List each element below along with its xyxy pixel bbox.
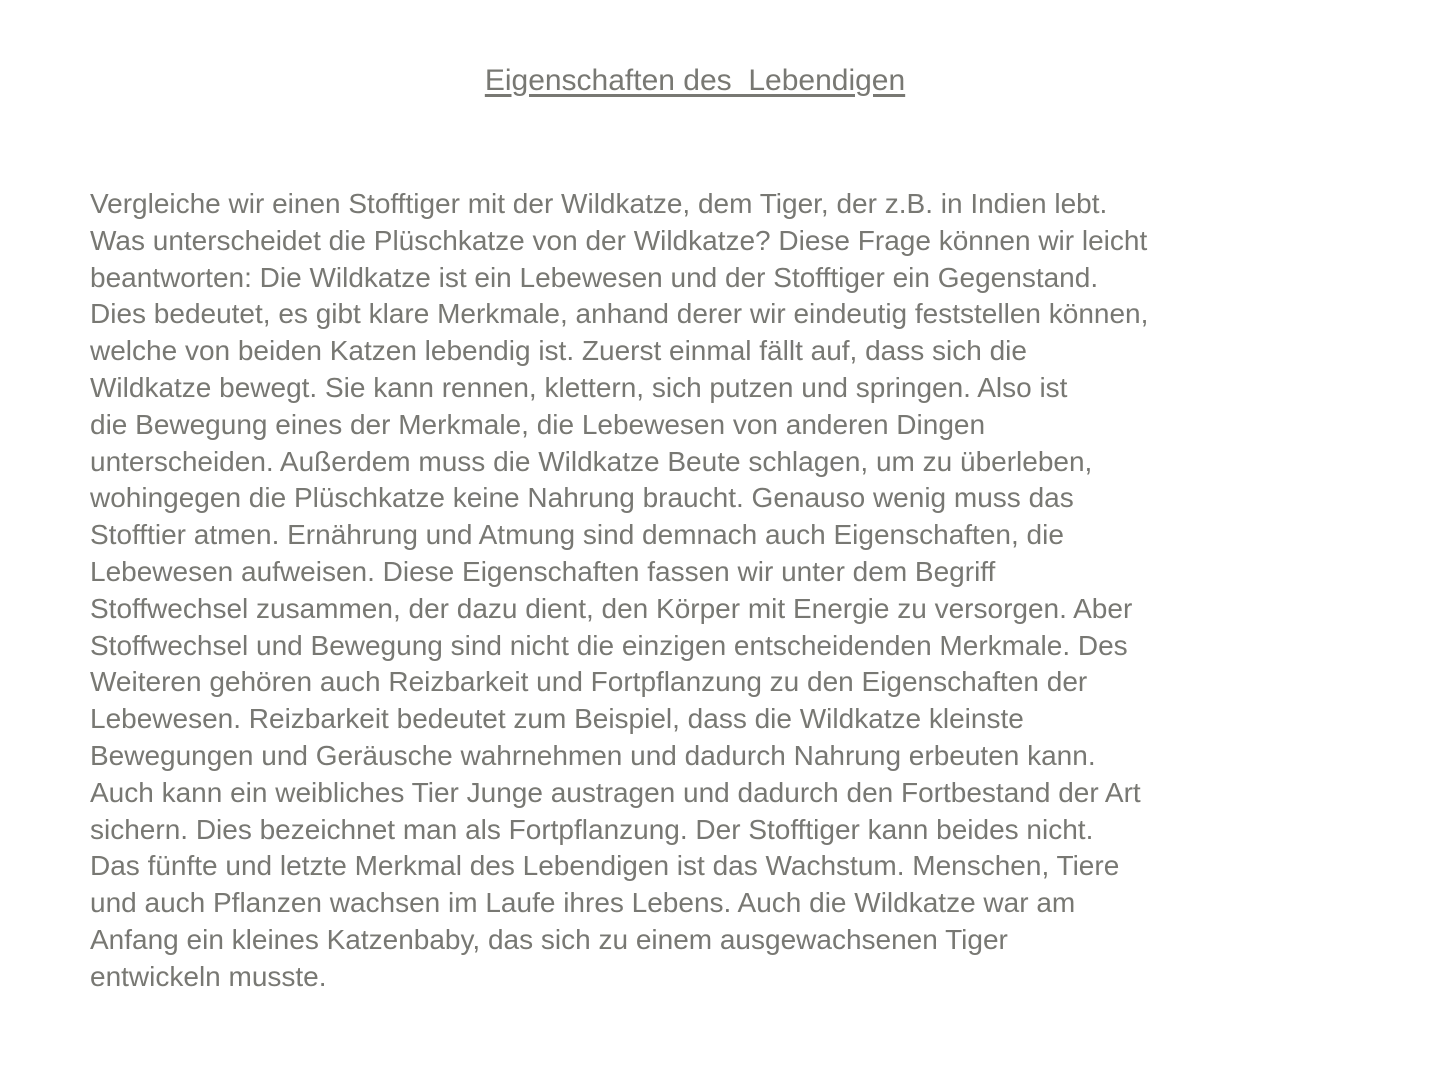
text-line: beantworten: Die Wildkatze ist ein Lebewesen und der Stofftiger ein Gegenstand.: [90, 261, 1099, 293]
text-line: Anfang ein kleines Katzenbaby, das sich zu einem ausgewachsenen Tiger: [90, 923, 1008, 955]
text-line: sichern. Dies bezeichnet man als Fortpflanzung. Der Stofftiger kann beides nicht.: [90, 813, 1094, 845]
text-line: Bewegungen und Geräusche wahrnehmen und dadurch Nahrung erbeuten kann.: [90, 739, 1096, 771]
text-line: Vergleiche wir einen Stofftiger mit der Wildkatze, dem Tiger, der z.B. in Indien lebt.: [90, 188, 1108, 219]
text-line: Weiteren gehören auch Reizbarkeit und Fortpflanzung zu den Eigenschaften der: [90, 666, 1088, 698]
text-line: Lebewesen. Reizbarkeit bedeutet zum Beispiel, dass die Wildkatze kleinste: [90, 703, 1024, 735]
document-body: [90, 186, 1390, 996]
text-line: Dies bedeutet, es gibt klare Merkmale, anhand derer wir eindeutig feststellen können,: [90, 298, 1149, 330]
text-line: entwickeln musste.: [90, 960, 327, 992]
text-line: wohingegen die Plüschkatze keine Nahrung braucht. Genauso wenig muss das: [90, 482, 1074, 514]
text-line: und auch Pflanzen wachsen im Laufe ihres Lebens. Auch die Wildkatze war am: [90, 887, 1076, 919]
text-line: Lebewesen aufweisen. Diese Eigenschaften fassen wir unter dem Begriff: [90, 555, 996, 587]
text-line: Das fünfte und letzte Merkmal des Lebendigen ist das Wachstum. Menschen, Tiere: [90, 850, 1120, 882]
text-line: Was unterscheidet die Plüschkatze von der Wildkatze? Diese Frage können wir leicht: [90, 224, 1148, 256]
text-line: Stoffwechsel zusammen, der dazu dient, den Körper mit Energie zu versorgen. Aber: [90, 592, 1133, 624]
text-line: Wildkatze bewegt. Sie kann rennen, klettern, sich putzen und springen. Also ist: [90, 371, 1068, 403]
text-line: die Bewegung eines der Merkmale, die Lebewesen von anderen Dingen: [90, 408, 986, 440]
text-line: welche von beiden Katzen lebendig ist. Zuerst einmal fällt auf, dass sich die: [90, 335, 1027, 367]
text-line: unterscheiden. Außerdem muss die Wildkatze Beute schlagen, um zu überleben,: [90, 445, 1093, 477]
text-line: Auch kann ein weibliches Tier Junge austragen und dadurch den Fortbestand der Art: [90, 776, 1141, 808]
text-line: Stofftier atmen. Ernährung und Atmung sind demnach auch Eigenschaften, die: [90, 519, 1064, 551]
text-line: Stoffwechsel und Bewegung sind nicht die einzigen entscheidenden Merkmale. Des: [90, 629, 1128, 661]
page-title: Eigenschaften des Lebendigen: [484, 64, 906, 97]
